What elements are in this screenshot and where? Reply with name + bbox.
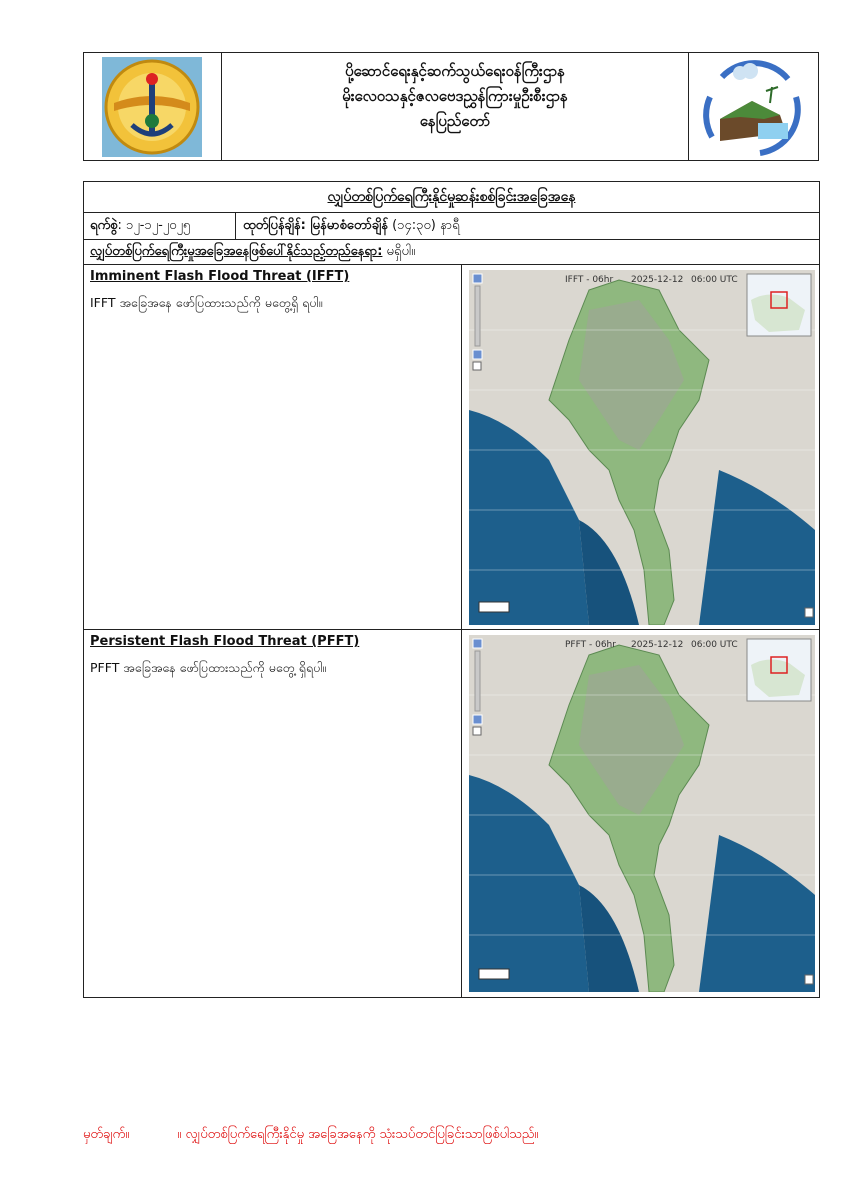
ifft-map-time: 06:00 UTC [691, 275, 738, 285]
ifft-map-date: 2025-12-12 [631, 275, 684, 285]
document-header [83, 52, 819, 161]
pfft-map-image [469, 635, 815, 992]
header-left-logo-cell [84, 53, 222, 160]
header-title-cell [222, 53, 689, 160]
report-date-cell [84, 213, 236, 239]
issue-time-label: ထုတ်ပြန်ချိန်: မြန်မာစံတော်ချိန် [243, 218, 388, 233]
pfft-map [469, 635, 815, 992]
hydrology-logo [700, 57, 806, 157]
ifft-description: IFFT အခြေအနေ ဖော်ပြထားသည်ကို မတွေ့ရှိ ရပါ။ [90, 295, 323, 310]
pfft-map-label: PFFT - 06hr [565, 640, 616, 650]
report-table [83, 181, 820, 998]
pfft-title: Persistent Flash Flood Threat (PFFT) [90, 634, 360, 649]
note-label: မှတ်ချက်။ [83, 1127, 130, 1142]
status-label: လျှပ်တစ်ပြက်ရေကြီးမှုအခြေအနေဖြစ်ပေါ်နိုင်သည့်တည်နေရာ: [90, 244, 383, 259]
note-text: ။ လျှပ်တစ်ပြက်ရေကြီးနိုင်မှု အခြေအနေကို သုံးသပ်တင်ပြခြင်းသာဖြစ်ပါသည်။ [177, 1127, 539, 1142]
status-row [84, 240, 819, 265]
ministry-name: ပို့ဆောင်ရေးနှင့်ဆက်သွယ်ရေးဝန်ကြီးဌာန [345, 62, 565, 80]
ifft-title: Imminent Flash Flood Threat (IFFT) [90, 269, 350, 284]
column-divider [461, 630, 462, 997]
date-value: : ၁၂-၁၂-၂၀၂၅ [117, 218, 191, 233]
pfft-description: PFFT အခြေအနေ ဖော်ပြထားသည်ကို မတွေ့ ရှိရပါ။ [90, 660, 327, 675]
footer-note [83, 1126, 538, 1145]
column-divider [461, 265, 462, 629]
ministry-logo [100, 55, 204, 159]
pfft-map-time: 06:00 UTC [691, 640, 738, 650]
issue-time-cell [236, 213, 460, 239]
pfft-map-date: 2025-12-12 [631, 640, 684, 650]
report-date-row [84, 213, 819, 240]
report-title: လျှပ်တစ်ပြက်ရေကြီးနိုင်မှုဆန်းစစ်ခြင်းအခြေအနေ [84, 182, 819, 213]
issue-time-value: (၁၄:၃၀) နာရီ [387, 218, 460, 233]
ifft-map-image [469, 270, 815, 625]
ifft-map-label: IFFT - 06hr [565, 275, 614, 285]
pfft-section [84, 630, 819, 997]
ifft-map [469, 270, 815, 625]
header-right-logo-cell [689, 53, 818, 160]
department-name: မိုးလေဝသနှင့်ဇလဗေဒညွှန်ကြားမှုဦးစီးဌာန [342, 87, 568, 105]
city-name: နေပြည်တော် [419, 112, 491, 130]
date-label: ရက်စွဲ [90, 218, 118, 233]
status-value: မရှိပါ။ [382, 244, 416, 259]
ifft-section [84, 265, 819, 630]
